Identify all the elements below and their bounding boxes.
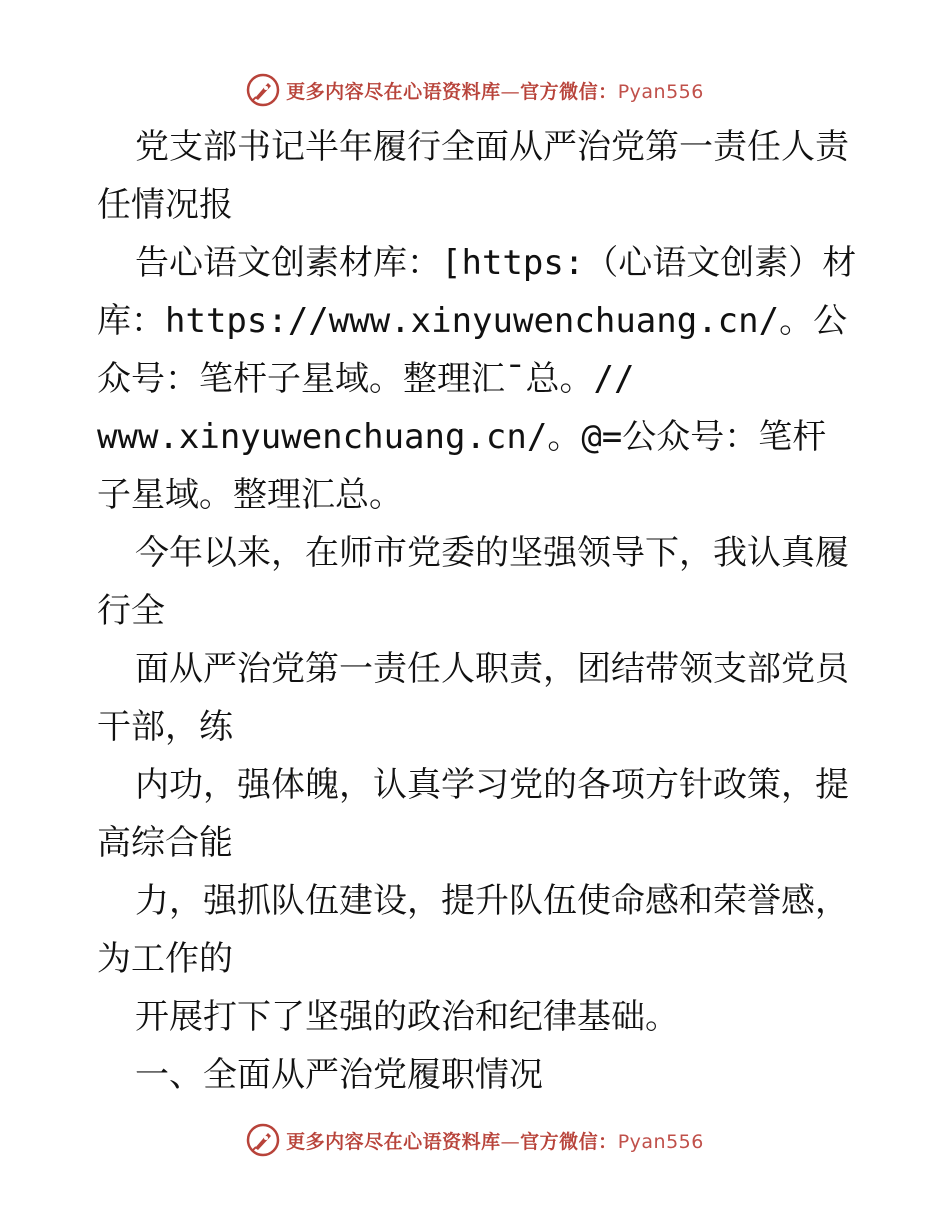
- paragraph: 面从严治党第一责任人职责，团结带领支部党员干部，练: [97, 649, 849, 747]
- pen-nib-logo-icon: [246, 1123, 280, 1157]
- footer-promo: 更多内容尽在心语资料库—官方微信：Pyan556: [286, 1130, 704, 1153]
- header-promo: 更多内容尽在心语资料库—官方微信：Pyan556: [286, 80, 704, 103]
- paragraph: 今年以来，在师市党委的坚强领导下，我认真履行全: [97, 533, 849, 631]
- footer-banner: [0, 1120, 950, 1160]
- section-heading: 一、全面从严治党履职情况: [135, 1055, 543, 1095]
- paragraph: 告心语文创素材库：[https:（心语文创素）材库：https://www.xinyuwenchuang.cn/。公众号：笔杆子星域。整理汇¯总。//: [97, 243, 857, 399]
- paragraph-title: 党支部书记半年履行全面从严治党第一责任人责任情况报: [97, 127, 849, 225]
- paragraph: 开展打下了坚强的政治和纪律基础。: [135, 997, 679, 1037]
- paragraph: 内功，强体魄，认真学习党的各项方针政策，提高综合能: [97, 765, 849, 863]
- pen-nib-logo-icon: [246, 73, 280, 107]
- paragraph: 力，强抓队伍建设，提升队伍使命感和荣誉感，为工作的: [97, 881, 849, 979]
- header-banner: [0, 70, 950, 110]
- document-body: [97, 118, 857, 1104]
- paragraph: www.xinyuwenchuang.cn/。@=公众号：笔杆子星域。整理汇总。: [97, 417, 827, 515]
